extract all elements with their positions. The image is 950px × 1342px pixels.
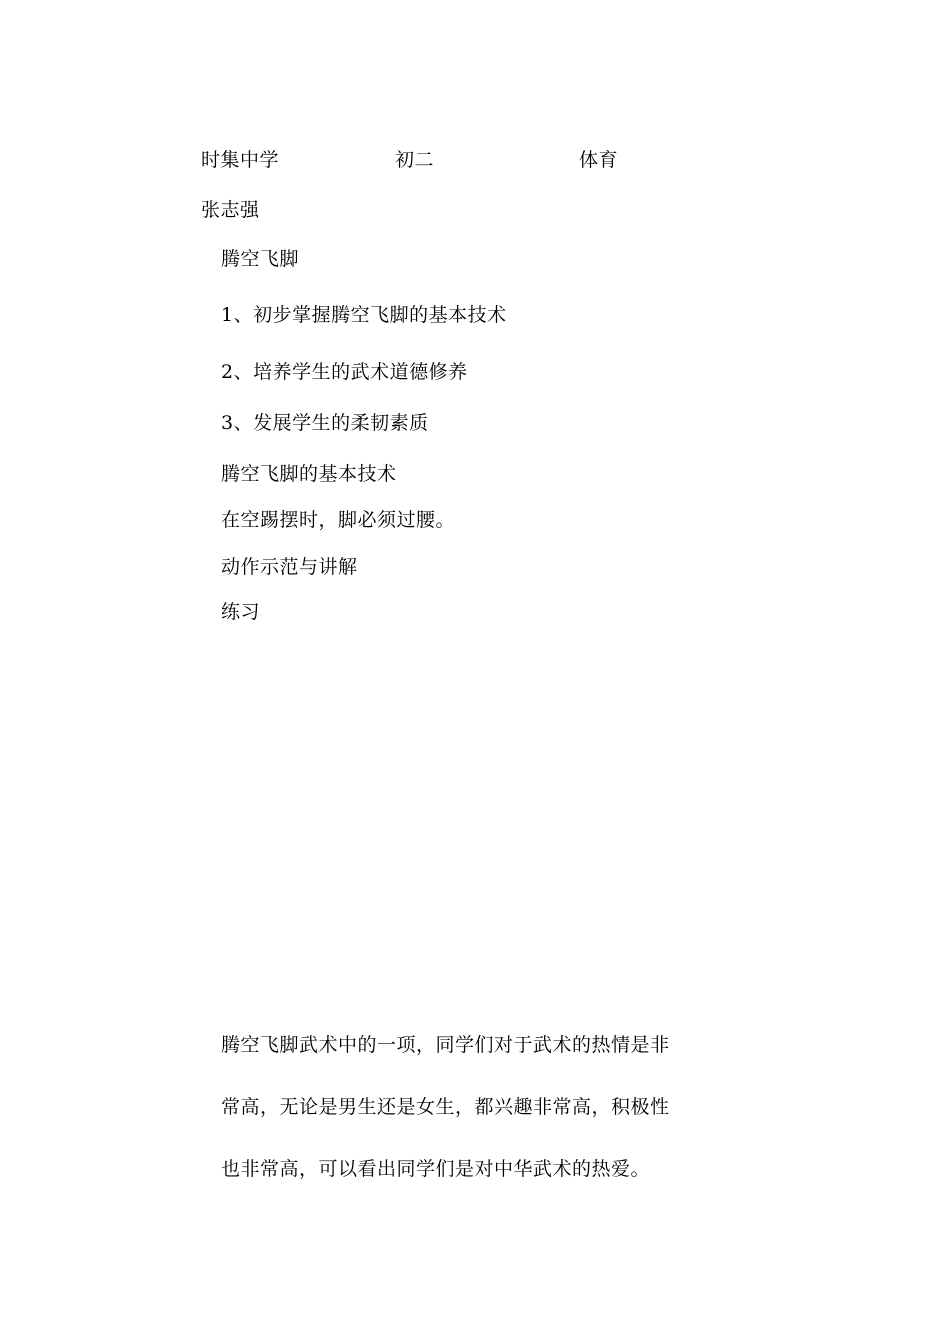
teacher-name: 张志强 [201, 199, 260, 221]
teaching-method-practice: 练习 [221, 601, 261, 623]
key-point: 腾空飞脚的基本技术 [221, 463, 397, 485]
objective-3: 3、发展学生的柔韧素质 [221, 412, 429, 434]
objective-1: 1、初步掌握腾空飞脚的基本技术 [221, 304, 507, 326]
reflection-line: 常高，无论是男生还是女生，都兴趣非常高，积极性 [221, 1096, 670, 1118]
reflection-line: 腾空飞脚武术中的一项，同学们对于武术的热情是非 [221, 1034, 670, 1056]
school-name: 时集中学 [201, 149, 280, 171]
reflection-line: 也非常高，可以看出同学们是对中华武术的热爱。 [221, 1158, 651, 1180]
objective-2: 2、培养学生的武术道德修养 [221, 361, 468, 383]
grade-label: 初二 [395, 149, 435, 171]
difficulty: 在空踢摆时，脚必须过腰。 [221, 509, 456, 531]
teaching-method-demo: 动作示范与讲解 [221, 556, 358, 578]
reflection-paragraph [221, 1031, 681, 1217]
lesson-topic: 腾空飞脚 [221, 248, 300, 270]
subject-label: 体育 [579, 149, 619, 171]
